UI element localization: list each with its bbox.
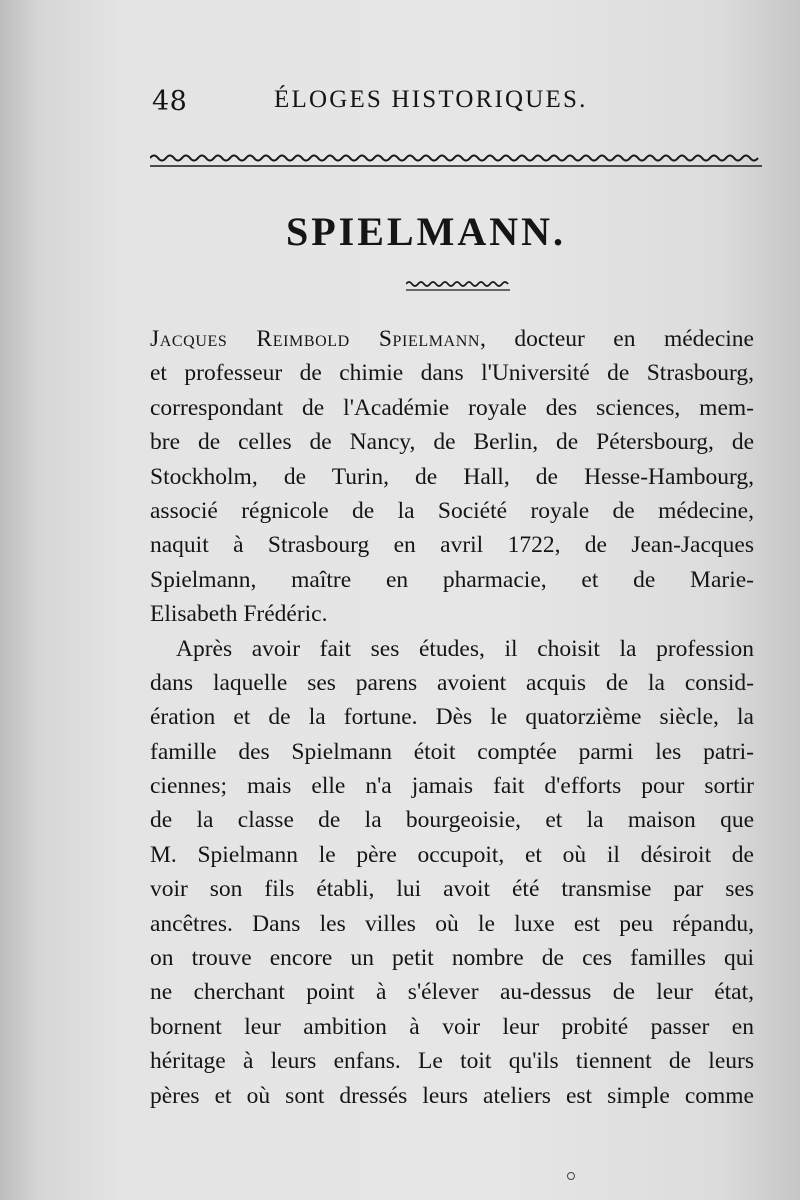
running-title: ÉLOGES HISTORIQUES.: [274, 86, 588, 113]
text-line: Spielmann, maître en pharmacie, et de Marie-: [150, 566, 754, 593]
text-line: associé régnicole de la Société royale de médecine,: [150, 497, 754, 524]
text-line: [150, 322, 754, 356]
signature-mark: [567, 1172, 575, 1180]
text-line: famille des Spielmann étoit comptée parmi les patri-: [150, 738, 754, 765]
wavy-rule-ornament: [150, 150, 762, 172]
page-number: 48: [152, 86, 188, 117]
text-line: correspondant de l'Académie royale des sciences, mem-: [150, 394, 754, 421]
text-line: et professeur de chimie dans l'Université de Strasbourg,: [150, 360, 754, 387]
text-line: M. Spielmann le père occupoit, et où il désiroit de: [150, 841, 754, 868]
title-underline-ornament: [406, 278, 510, 294]
text-line: ciennes; mais elle n'a jamais fait d'efforts pour sortir: [150, 773, 754, 800]
section-title: SPIELMANN.: [285, 209, 567, 254]
text-line: bre de celles de Nancy, de Berlin, de Pétersbourg, de: [150, 429, 754, 456]
text-line: pères et où sont dressés leurs ateliers est simple comme: [150, 1082, 754, 1109]
text-line-rest: , docteur en médecine: [480, 326, 754, 352]
text-line: naquit à Strasbourg en avril 1722, de Jean-Jacques: [150, 532, 754, 559]
text-line: Elisabeth Frédéric.: [150, 601, 328, 628]
text-line: ne cherchant point à s'élever au-dessus de leur état,: [150, 979, 754, 1006]
running-head: [152, 84, 762, 124]
text-line: ancêtres. Dans les villes où le luxe est peu répandu,: [150, 910, 754, 937]
text-line: voir son fils établi, lui avoit été transmise par ses: [150, 876, 754, 903]
text-line: héritage à leurs enfans. Le toit qu'ils tiennent de leurs: [150, 1048, 754, 1075]
text-line: Stockholm, de Turin, de Hall, de Hesse-Hambourg,: [150, 463, 754, 490]
body-text: [150, 322, 754, 1113]
text-line: Après avoir fait ses études, il choisit la profession: [176, 635, 754, 662]
text-line: de la classe de la bourgeoisie, et la maison que: [150, 807, 754, 834]
text-line: bornent leur ambition à voir leur probité passer en: [150, 1013, 754, 1040]
author-name-smallcaps: Jacques Reimbold Spielmann: [150, 326, 480, 352]
text-line: on trouve encore un petit nombre de ces familles qui: [150, 945, 754, 972]
text-line: dans laquelle ses parens avoient acquis de la consid-: [150, 669, 754, 696]
text-line: ération et de la fortune. Dès le quatorzième siècle, la: [150, 704, 754, 731]
